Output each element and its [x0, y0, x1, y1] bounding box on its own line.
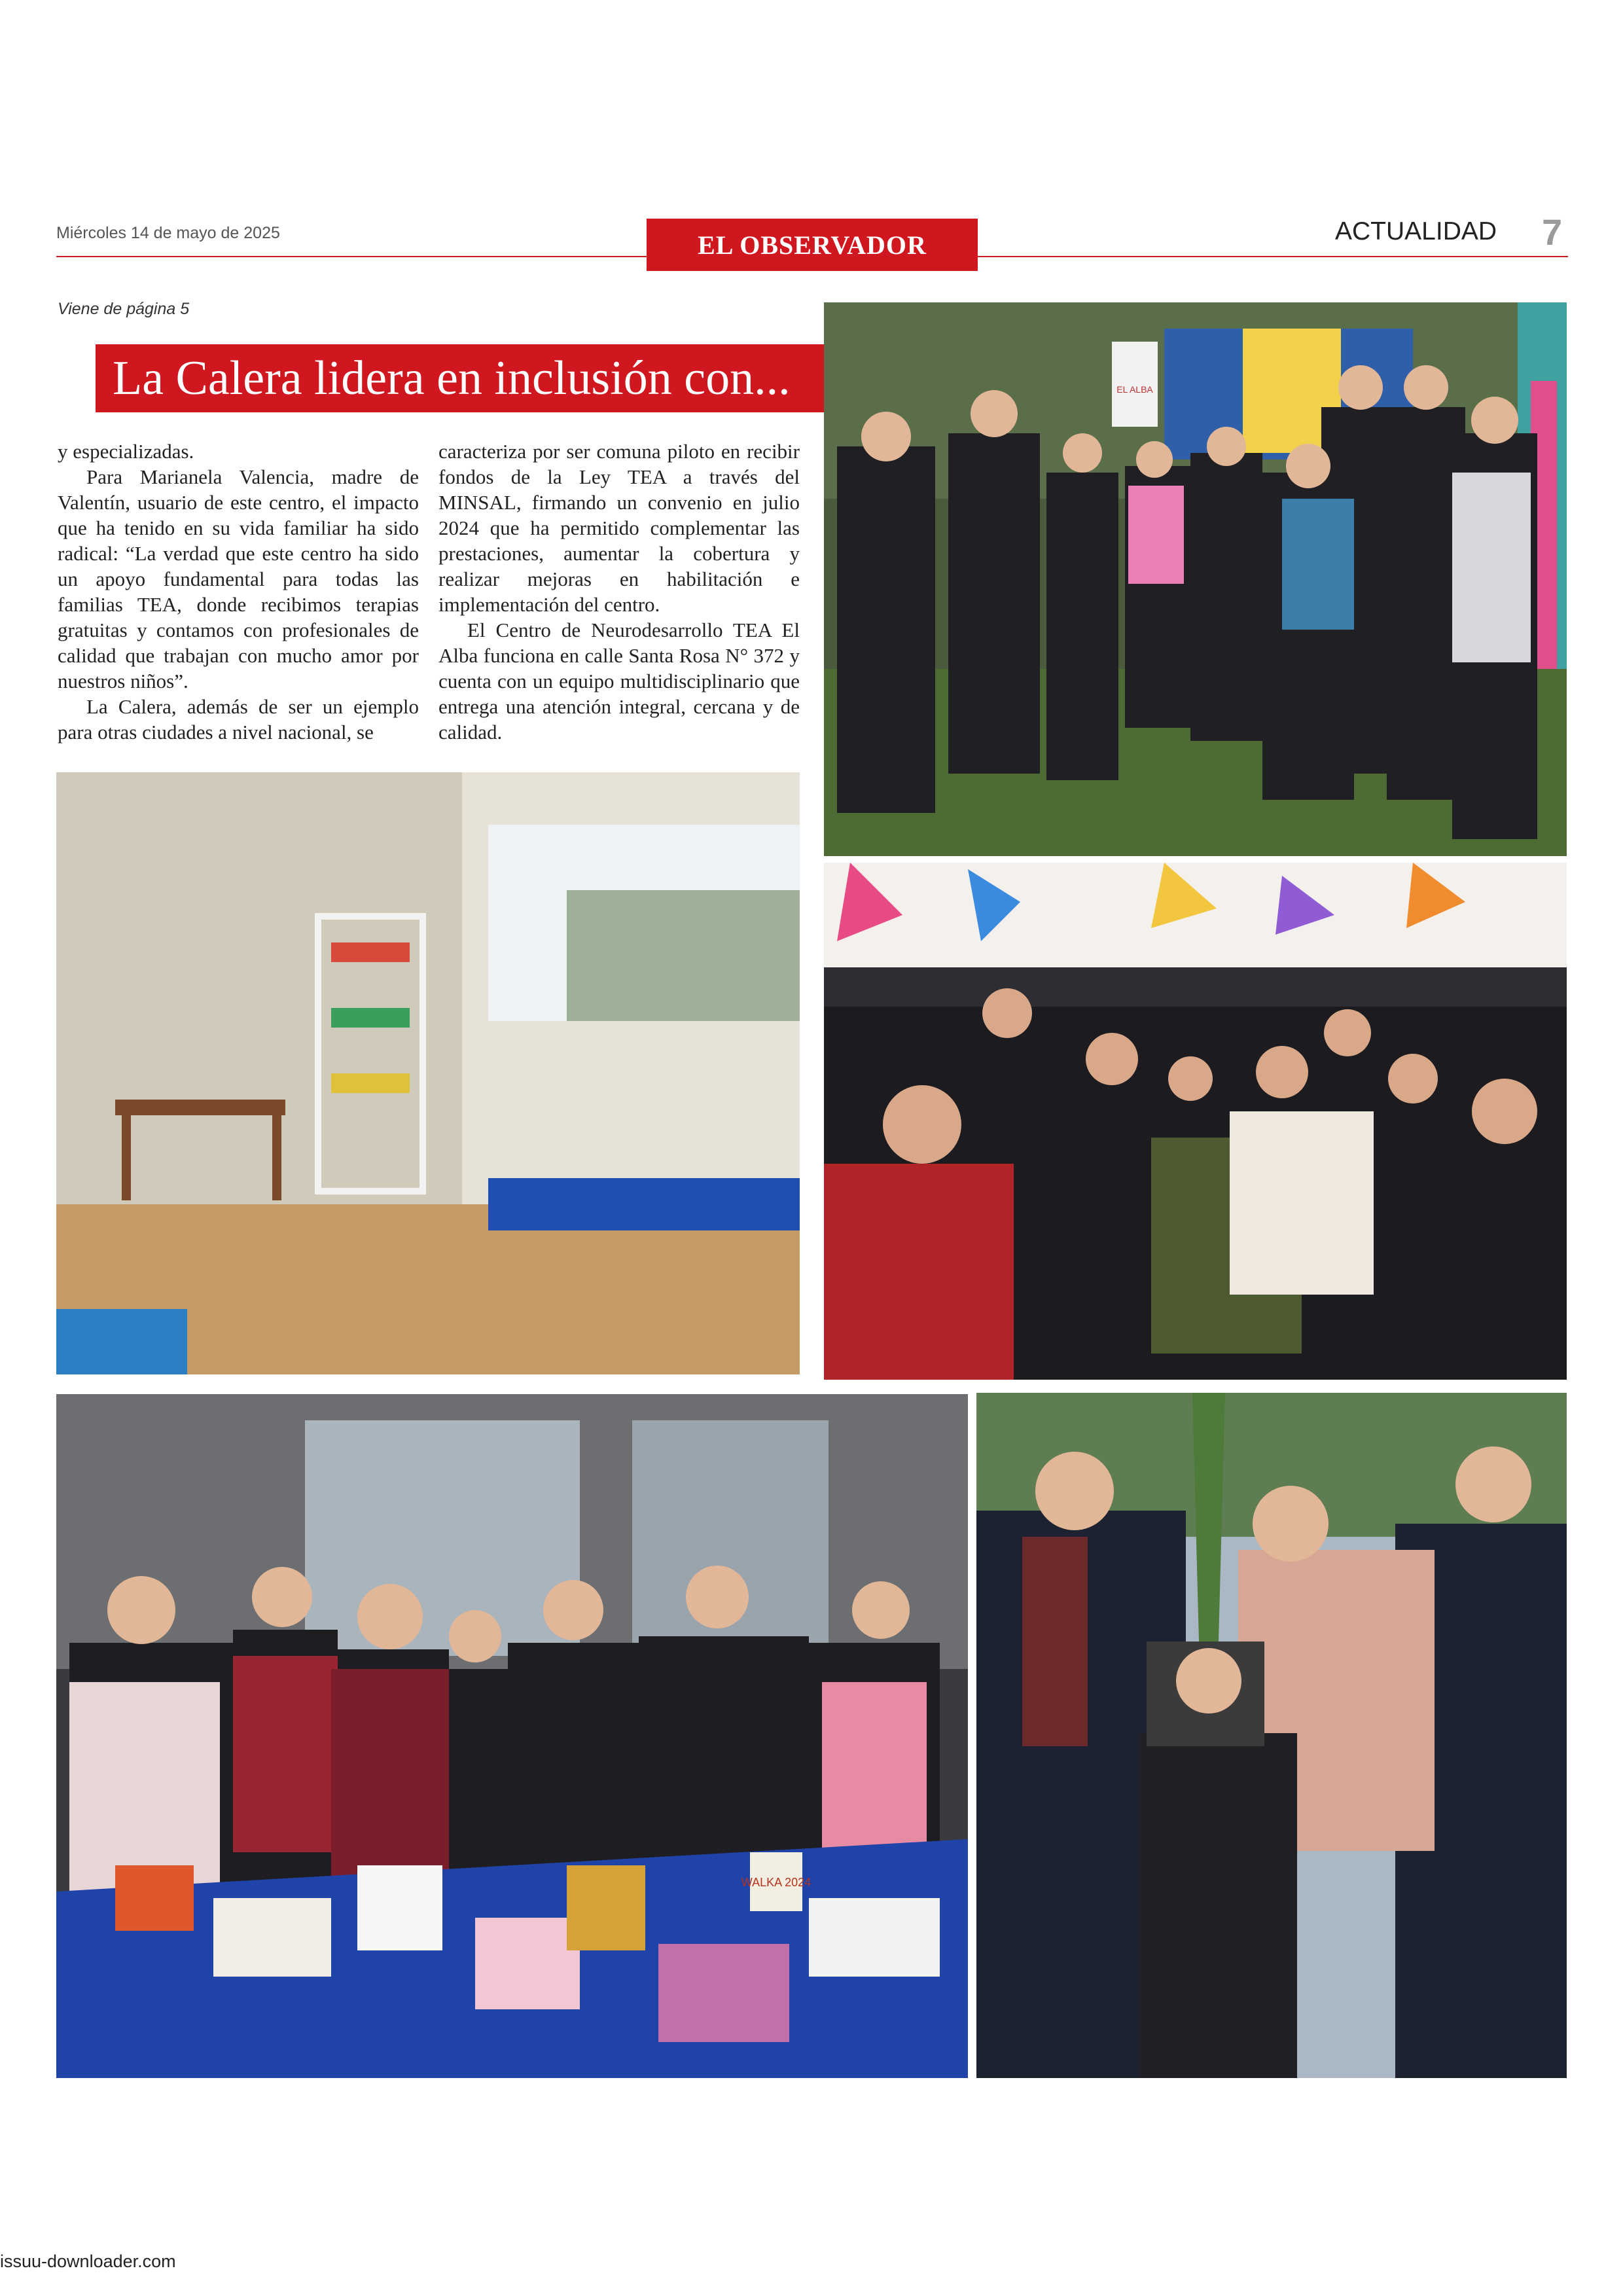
photo-therapy-room	[56, 772, 800, 1374]
continued-from-note: Viene de página 5	[58, 300, 190, 318]
masthead: EL OBSERVADOR	[647, 219, 978, 271]
photo-group-portrait	[824, 302, 1567, 856]
paragraph: El Centro de Neurodesarrollo TEA El Alba funciona en calle Santa Rosa N° 372 y cuenta con un equipo multidisciplinario que entrega una atención integral, cercana y de calidad.	[438, 619, 800, 744]
paragraph: caracteriza por ser comuna piloto en recibir fondos de la Ley TEA a través del MINSAL, firmando un convenio en julio 2024 que ha permitido complementar las prestaciones, aumentar la cobertura y realizar mejoras en habilitación e implementación del centro.	[438, 440, 800, 616]
photo-products-table	[56, 1394, 968, 2078]
headline: La Calera lidera en inclusión con...	[96, 344, 897, 412]
article-column-1	[58, 439, 419, 745]
paragraph: y especializadas.	[58, 440, 194, 463]
footer-watermark: issuu-downloader.com	[0, 2251, 176, 2271]
photo-audience	[824, 863, 1567, 1380]
signage-text: EL ALBA	[1116, 384, 1153, 395]
mug-text: WALKA 2024	[741, 1876, 812, 1889]
photo-tree-planting	[976, 1393, 1567, 2078]
article-column-2	[438, 439, 800, 745]
paragraph: Para Marianela Valencia, madre de Valentín, usuario de este centro, el impacto que ha tenido en su vida familiar ha sido radical: “La verdad que este centro ha sido un apoyo fundamental para todas las familias TEA, donde recibimos terapias gratuitas y contamos con profesionales de calidad que trabajan con mucho amor por nuestros niños”.	[58, 465, 419, 692]
page-number: 7	[1542, 211, 1563, 253]
issue-date: Miércoles 14 de mayo de 2025	[56, 224, 280, 242]
paragraph: La Calera, además de ser un ejemplo para otras ciudades a nivel nacional, se	[58, 695, 419, 744]
section-label: ACTUALIDAD	[1335, 217, 1497, 245]
